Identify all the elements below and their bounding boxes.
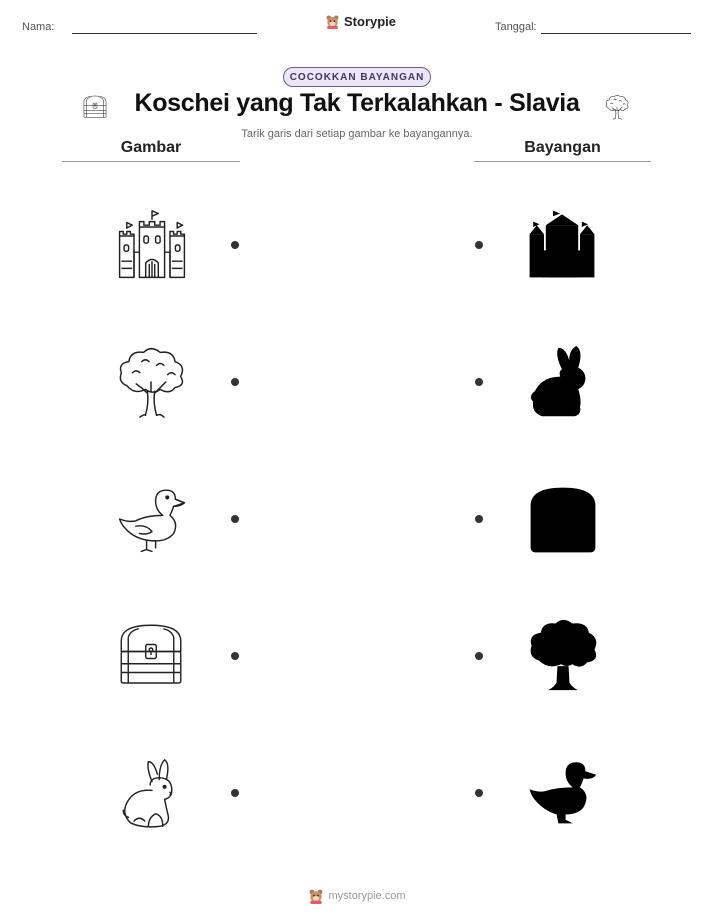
shadow-rabbit[interactable] <box>526 345 598 419</box>
shadow-treasure-chest[interactable] <box>526 484 600 556</box>
connect-dot-left[interactable] <box>231 789 239 797</box>
picture-castle[interactable] <box>116 208 188 282</box>
footer-url[interactable]: mystorypie.com <box>328 890 406 902</box>
tree-icon <box>604 94 630 120</box>
bear-mascot-icon <box>308 888 324 904</box>
tree-silhouette-icon <box>526 618 600 692</box>
brand-name: Storypie <box>344 14 397 29</box>
date-label: Tanggal: <box>495 21 537 33</box>
treasure-chest-silhouette-icon <box>526 484 600 556</box>
connect-dot-left[interactable] <box>231 378 239 386</box>
column-head-shadows: Bayangan <box>524 139 601 156</box>
picture-duck[interactable] <box>116 482 188 556</box>
rabbit-icon <box>116 756 188 832</box>
connect-dot-right[interactable] <box>475 241 483 249</box>
name-label: Nama: <box>22 21 55 33</box>
column-divider-right <box>474 161 651 162</box>
picture-rabbit[interactable] <box>116 756 188 832</box>
rabbit-silhouette-icon <box>526 345 598 419</box>
title-text: Koschei yang Tak Terkalahkan - Slavia <box>134 89 580 117</box>
column-divider-left <box>62 161 240 162</box>
picture-tree[interactable] <box>114 345 188 419</box>
connect-dot-left[interactable] <box>231 652 239 660</box>
duck-silhouette-icon <box>526 754 598 828</box>
brand-logo <box>325 14 396 29</box>
connect-dot-left[interactable] <box>231 515 239 523</box>
connect-dot-left[interactable] <box>231 241 239 249</box>
connect-dot-right[interactable] <box>475 515 483 523</box>
instructions: Tarik garis dari setiap gambar ke bayangannya. <box>241 128 473 140</box>
castle-icon <box>116 208 188 282</box>
connect-dot-right[interactable] <box>475 652 483 660</box>
bear-mascot-icon <box>325 14 340 29</box>
treasure-chest-icon <box>114 620 188 690</box>
name-line[interactable] <box>72 33 257 34</box>
shadow-tree[interactable] <box>526 618 600 692</box>
picture-treasure-chest[interactable] <box>114 620 188 690</box>
activity-badge: COCOKKAN BAYANGAN <box>283 67 431 87</box>
column-head-pictures: Gambar <box>120 139 182 156</box>
treasure-chest-icon <box>82 94 108 120</box>
shadow-castle[interactable] <box>526 208 598 282</box>
shadow-duck[interactable] <box>526 754 598 828</box>
connect-dot-right[interactable] <box>475 378 483 386</box>
duck-icon <box>116 482 188 556</box>
date-line[interactable] <box>541 33 691 34</box>
connect-dot-right[interactable] <box>475 789 483 797</box>
castle-silhouette-icon <box>526 208 598 282</box>
footer <box>0 888 714 904</box>
tree-icon <box>114 345 188 419</box>
